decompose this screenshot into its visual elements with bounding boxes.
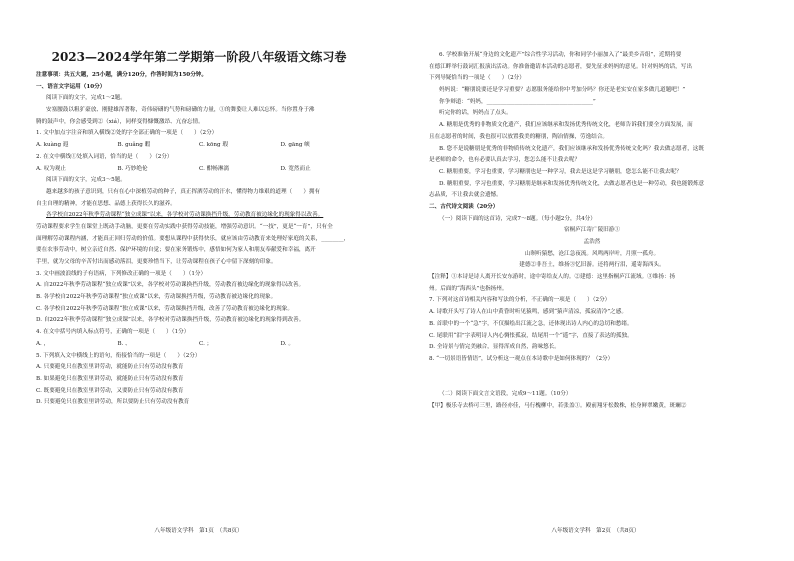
option-row (36, 140, 362, 152)
text-line: 是老师的命令，也有必要认真去学习，您怎么能不让我去呢？ (429, 157, 581, 164)
text-line: C. 各学校自2022年秋季劳动课程“独立成课”以来，劳动课换挡升级，改善了劳动教育被边缘化的现象。 (36, 305, 293, 312)
text-line: 妈妈说：“糖朋说要还是学习重要？志愿服务能给你中考加分吗？你还是老实安在家多做几道题吧！” (439, 87, 686, 94)
right-page (397, 0, 794, 561)
section-heading: 注意事项：共五大题，25小题，满分120分，作答时间为150分钟。 (36, 72, 207, 78)
text-line: A. 只要避免只在教室里讲劳动，就能防止只有劳动没有教育 (36, 364, 184, 371)
text-line: B. 首联中的一个“急”字，不仅描绘出江流之急，还体现出诗人内心的急切和愁绪。 (429, 320, 633, 327)
option-text: B. guǎng 暇 (117, 142, 151, 149)
text-line: 1. 文中加点字注音和填入横线②处的字全部正确的一项是（ ）（2分） (36, 130, 218, 137)
text-line: 面理解劳动课程内涵，才能真正回归劳动的价值。要想从课程中获得快乐，就应该由劳动教育来处理好家庭的关系，________， (36, 235, 350, 242)
text-line: 8. “一切景语皆情语”，试分析这一观点在本诗歌中是如何体现的？（2分） (429, 355, 614, 362)
section-heading: 一、语言文字运用（10分） (36, 83, 106, 90)
option-text: A. ， (36, 340, 50, 347)
text-line: A. 自2022年秋季劳动课程“独立成课”以来，各学校对劳动课换挡升级，劳动教育被边缘化的现象得以改善。 (36, 282, 305, 289)
text-line: 在德江畔举行鼓词汇报演出活动。你准备邀请本活动的志愿者，要先征求妈妈的意见。针对妈妈的话，写出 (429, 63, 692, 70)
text-line: B. 各学校自2022年秋季劳动课程“独立成课”以来，劳动课换挡升级，劳动教育被边缘化的现象。 (36, 294, 277, 301)
text-line: 山暝听猿愁，沧江急夜流。风鸣两岸叶，月照一孤舟。 (524, 250, 660, 257)
text-line: 孟浩然 (583, 239, 601, 245)
option-text: B. 巧妙绝伦 (117, 165, 148, 172)
text-line: （二）阅读下面文言文语段，完成9～11题。（10分） (439, 390, 572, 397)
text-line: D. 全诗景与情完美融合，显得浑成自然，韵味悠长。 (429, 344, 560, 351)
text-line: C. 糖朋重要，学习也重要，学习糖朋也是一种学习，我去是这是学习糖朋，您怎么能不让我去呢？ (439, 168, 682, 175)
text-line: B. 如果避免只在教室里讲劳动，就能防止只有劳动没有教育 (36, 375, 184, 382)
text-line: 志品质，不让我去就会遗憾。 (429, 192, 502, 199)
text-line: A. 诗歌开头写了诗人在山中黄昏时听见猿鸣，感到“猿声清凉，孤寂清冷”之感。 (429, 309, 627, 316)
text-line: D. 自2022年秋季劳动课程“独立成课”以来，各学校对劳动课换挡升级，劳动教育被边缘化的现象得到改善。 (36, 317, 305, 324)
text-line: A. 糖朋是优秀的非物质文化遗产，我们应该继承和发扬优秀传统文化，老师告诉我们要全方面发展，而 (439, 122, 693, 129)
text-line: 宿桐庐江寄广陵旧游① (564, 227, 620, 234)
left-column (36, 70, 362, 409)
text-line: 安塞腰鼓以粗犷豪放、刚健雄浑著称，奇伟磅礴的气势和磅礴的力量，①的舞姿让人难以忘怀。当你置身于沸 (46, 107, 315, 114)
right-column (429, 50, 755, 412)
text-line: 腾的鼓声中，你会感受到②（xiá），同样变得慷慨激昂、亢奋忘情。 (36, 118, 204, 125)
text-line: C. 尾联用“泪”字表明诗人内心惆怅孤寂，结尾用一个“遥”字，直接了表达的孤独。 (429, 332, 633, 339)
text-line (429, 377, 755, 389)
text-line: 下列导疑恰当的一项是（ ）（2分） (429, 75, 525, 82)
text-line: D. 糖朋重要，学习也重要，学习糖朋是继承和发扬优秀传统文化，去做志愿者也是一种劳动，我也能锻炼意 (439, 180, 705, 187)
text-line: （一）阅读下面的这首诗，完成7～8题。（每小题2分，共4分） (439, 215, 596, 222)
text-line: B. 您不是说糖朋是优秀的非物质传统文化遗产，我们应该继承和发扬优秀传统文化吗？我去做志愿者，这既 (439, 145, 704, 152)
option-text: D. 宽然而止 (280, 165, 311, 172)
text-line: D. 只要避免只在教室里讲劳动，所以要防止只有劳动没有教育 (36, 399, 190, 406)
option-row (36, 164, 362, 176)
text-line: 越来越多的孩子意识到，只有在心中深植劳动的种子，真正挥洒劳动的汗水，懂得物力维艰的道理（ ）拥有 (46, 188, 321, 195)
text-line: 3. 文中画波浪线的子有语病，下列修改正确的一项是（ ）（1分） (36, 270, 207, 277)
text-line: 且在志愿者的时间，我也很可以放置我美的糖朋，陶冶情操，劳逸结合。 (429, 133, 609, 140)
option-text: B. 、 (117, 340, 131, 347)
right-page-footer: 八年级语文学科 第2页 （共8页） (551, 528, 640, 534)
text-line: 7. 下列对这首诗相关内容和写法的分析，不正确的一项是（ ）（2分） (429, 297, 611, 304)
text-line: 手里，就为父母的辛苦付出而感动落泪，更要珍惜当下，让劳动课程在孩子心中留下深刻的印象。 (36, 259, 277, 265)
text-line: 【甲】极乐寺去桥可三里，路径亦佳，马行槐柳中，若张盖①。殿前翔牙松数株，松身鲜翠嫩黄，斑斓② (429, 402, 687, 409)
text-line: 建德②非吾土，维扬③忆旧游。还将两行泪，遥寄海西头。 (519, 262, 665, 269)
text-line (429, 366, 755, 378)
text-line: 要在农事劳动中，树立亲近自然、保护环境的自觉；要在家务锻炼中，感悟如何为家人和朋友奉献爱和幸福，离开 (36, 247, 316, 254)
text-line: 2. 在文中横线①处填入词语，恰当的是（ ）（2分） (36, 153, 173, 160)
text-line: 5. 下列填入文中横线上的语句，衔接恰当的一项是（ ）（2分） (36, 352, 201, 359)
option-text: C. 酣畅淋漓 (199, 165, 230, 172)
text-line: 【注释】①本诗是诗人离开长安东游时，途中寄给友人的。②建德：这里指桐庐江流域。③维扬：扬 (429, 274, 676, 281)
option-text: C. kōng 瑕 (199, 142, 228, 149)
text-line: 劳动课程要求学生在课堂上既动手动脑，更要在劳动实践中获得劳动技能，增强劳动意识。“一技”，更是“一育”，只有全 (36, 223, 333, 230)
text-line: 阅读下面的文字，完成1～2题。 (46, 95, 126, 102)
text-line: 阅读下面的文字，完成3～5题。 (46, 177, 126, 184)
text-line: 各学校自2022年秋季劳动课程“独立成课”以来，各学校对劳动课换挡升级，劳动教育被边缘化的现象得以改善。 (46, 212, 324, 219)
option-text: A. kuàng 遐 (36, 142, 69, 149)
option-text: A. 叹为观止 (36, 165, 66, 172)
text-line: 你争辩道：“妈妈，______________________________________” (439, 98, 596, 105)
option-text: D. gāng 峡 (280, 142, 310, 149)
left-page-footer: 八年级语文学科 第1页 （共8页） (154, 528, 243, 534)
text-line: 6. 学校准备开展“身边的文化遗产”综合性学习活动，你和同学小丽加入了“最美乡音组”，近期将要 (439, 52, 682, 58)
text-line: 州。后面的“海西头”也指扬州。 (429, 285, 508, 292)
option-text: C. ； (199, 340, 213, 347)
section-heading: 二、古代诗文阅读（20分） (429, 203, 499, 210)
option-text: D. 。 (280, 340, 294, 347)
text-line: C. 既要避免只在教室里讲劳动，又要防止只有劳动没有教育 (36, 387, 184, 394)
text-line: 4. 在文中括号内填入标点符号，正确的一项是（ ）（1分） (36, 329, 190, 336)
text-line: 自主自理的精神，才能在思想、品德上获得长久的滋养。 (36, 200, 176, 207)
exam-title: 2023—2024学年第二学期第一阶段八年级语文练习卷 (51, 50, 347, 64)
text-line: 听完你的话，妈妈点了点头。 (439, 110, 512, 117)
option-row (36, 339, 362, 351)
